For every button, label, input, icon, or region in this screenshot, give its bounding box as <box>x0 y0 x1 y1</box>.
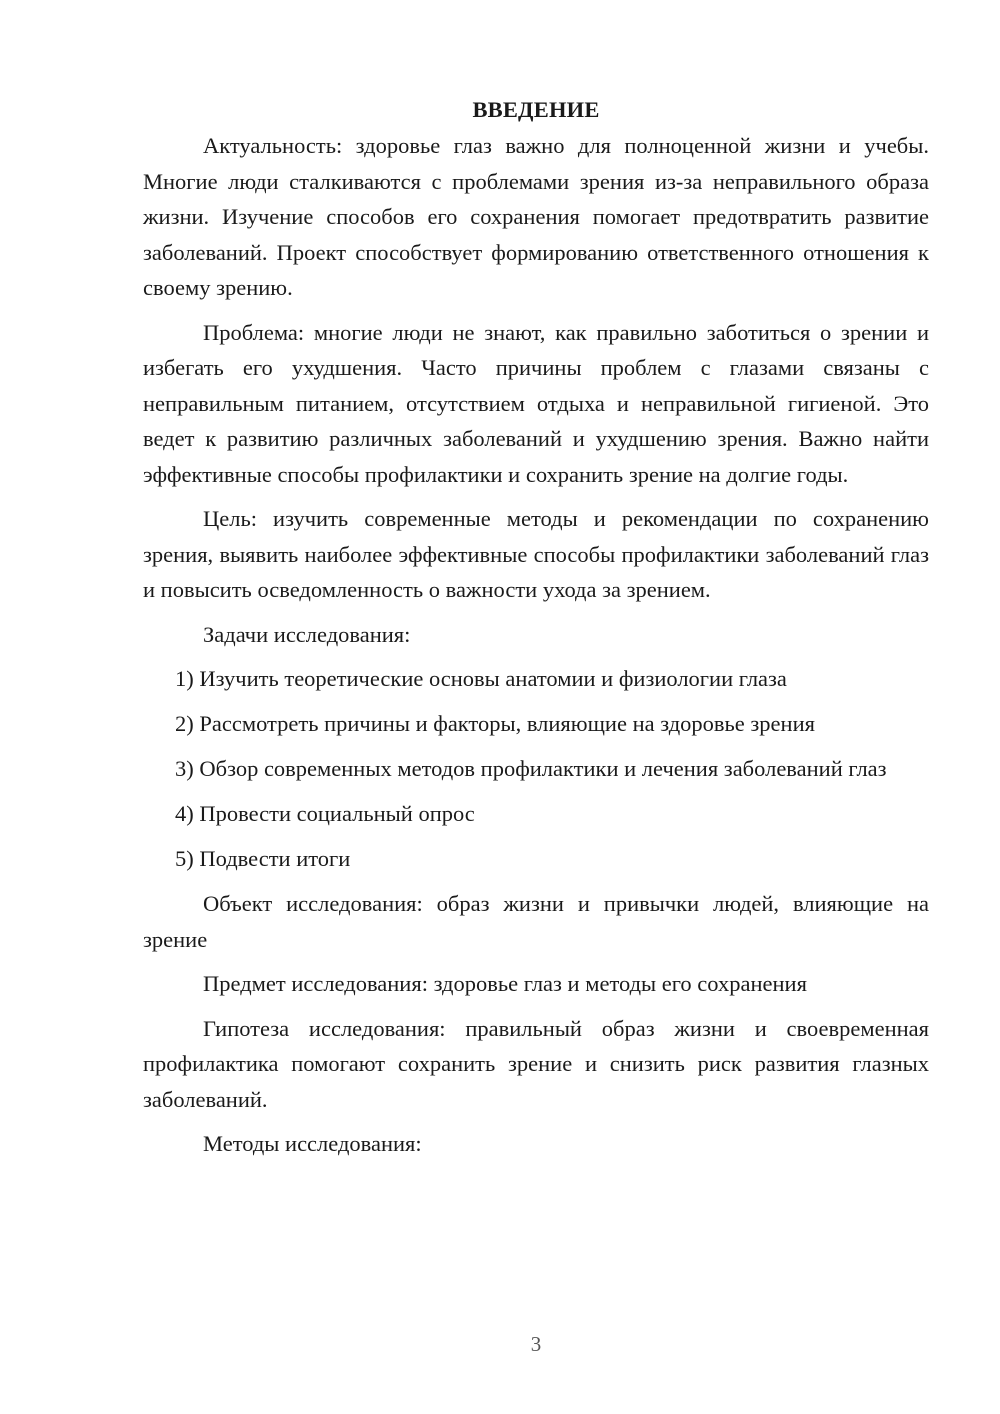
problem-paragraph: Проблема: многие люди не знают, как правильно заботиться о зрении и избегать его ухудшения. Часто причины проблем с глазами связаны с неправильным питанием, отсутствием отдыха и неправильной гигиеной. Это ведет к развитию различных заболеваний и ухудшению зрения. Важно найти эффективные способы профилактики и сохранить зрение на долгие годы. <box>143 319 929 487</box>
hypothesis-paragraph: Гипотеза исследования: правильный образ жизни и своевременная профилактика помогают сохранить зрение и снизить риск развития глазных заболеваний. <box>143 1015 929 1112</box>
list-item: 2) Рассмотреть причины и факторы, влияющие на здоровье зрения <box>175 711 815 736</box>
list-item: 3) Обзор современных методов профилактики и лечения заболеваний глаз <box>175 756 887 781</box>
methods-heading: Методы исследования: <box>203 1131 422 1156</box>
tasks-list <box>143 661 929 877</box>
page-title: ВВЕДЕНИЕ <box>472 97 600 122</box>
goal-paragraph: Цель: изучить современные методы и рекомендации по сохранению зрения, выявить наиболее эффективные способы профилактики заболеваний глаз и повысить осведомленность о важности ухода за зрением. <box>143 506 929 602</box>
object-paragraph: Объект исследования: образ жизни и привычки людей, влияющие на зрение <box>143 891 929 952</box>
relevance-paragraph: Актуальность: здоровье глаз важно для полноценной жизни и учебы. Многие люди сталкиваются с проблемами зрения из-за неправильного образа жизни. Изучение способов его сохранения помогает предотвратить развитие заболеваний. Проект способствует формированию ответственного отношения к своему зрению. <box>143 133 929 300</box>
list-item: 4) Провести социальный опрос <box>175 801 475 826</box>
subject-paragraph: Предмет исследования: здоровье глаз и методы его сохранения <box>203 971 807 996</box>
document-page <box>143 92 929 1171</box>
list-item: 1) Изучить теоретические основы анатомии и физиологии глаза <box>175 666 787 691</box>
tasks-heading: Задачи исследования: <box>203 621 411 647</box>
page-number: 3 <box>530 1332 542 1356</box>
list-item: 5) Подвести итоги <box>175 846 351 871</box>
